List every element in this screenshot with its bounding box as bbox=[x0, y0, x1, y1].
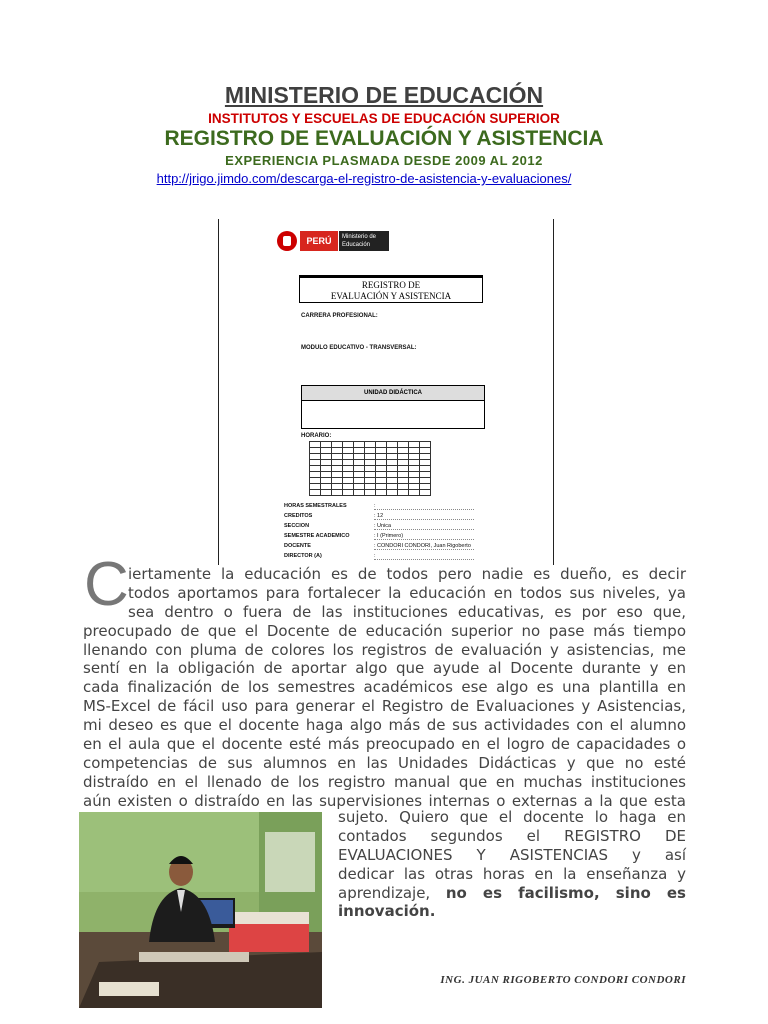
info-label: DOCENTE bbox=[284, 543, 311, 549]
info-value: : I (Primero) bbox=[374, 533, 474, 540]
paragraph-line: iertamente la educación es de todos pero nadie es dueño, es decir bbox=[128, 565, 686, 583]
info-value: : Unica bbox=[374, 523, 474, 530]
paragraph-line: sea dentro o fuera de las instituciones educativas, es por eso que, bbox=[128, 602, 686, 621]
info-value: : CONDORI CONDORI, Juan Rigoberto bbox=[374, 543, 474, 550]
paragraph-line: llenando con pluma de colores los registros de evaluación y asistencias, me bbox=[83, 640, 686, 659]
paragraph-line bbox=[338, 902, 686, 921]
paragraph-line: contados segundos el REGISTRO DE bbox=[338, 826, 686, 845]
drop-cap: C bbox=[84, 550, 129, 619]
paragraph-line: aún existen o distraído en las supervisiones internas o externas a la que esta bbox=[83, 791, 686, 810]
paragraph-line: mi deseo es que el docente haga algo más de sus actividades con el alumno bbox=[83, 716, 686, 735]
download-link[interactable]: http://jrigo.jimdo.com/descarga-el-registro-de-asistencia-y-evaluaciones/ bbox=[156, 171, 572, 186]
logo-ministry: Ministerio de Educación bbox=[339, 231, 389, 251]
horario-label: HORARIO: bbox=[301, 433, 332, 439]
author-photo bbox=[79, 812, 322, 1008]
paragraph-line: preocupado de que el Docente de educación superior no pase más tiempo bbox=[83, 621, 686, 640]
register-title-box bbox=[299, 275, 483, 303]
info-value: : 12 bbox=[374, 513, 474, 520]
paragraph-line: cada finalización de los semestres académicos ese algo es una plantilla en bbox=[83, 678, 686, 697]
unidad-label: UNIDAD DIDÁCTICA bbox=[302, 386, 484, 401]
paragraph-line: distraído en el llenado de los registro manual que en muchas instituciones bbox=[83, 772, 686, 791]
horario-table bbox=[309, 441, 431, 496]
paragraph-line: sujeto. Quiero que el docente lo haga en bbox=[338, 808, 686, 826]
emphasis-text: no es facilismo, sino es bbox=[445, 883, 686, 902]
info-value: : bbox=[374, 503, 474, 510]
logo-country: PERÚ bbox=[300, 231, 338, 251]
page-subtitle: INSTITUTOS Y ESCUELAS DE EDUCACIÓN SUPERIOR bbox=[208, 111, 560, 126]
paragraph-line bbox=[338, 884, 686, 903]
carrera-label: CARRERA PROFESIONAL: bbox=[301, 313, 378, 319]
coat-of-arms-icon bbox=[277, 231, 297, 251]
page-title: MINISTERIO DE EDUCACIÓN bbox=[224, 82, 544, 108]
paragraph-line: dedicar las otras horas en la enseñanza y bbox=[338, 864, 686, 883]
info-label: SEMESTRE ACADEMICO bbox=[284, 533, 350, 539]
info-label: HORAS SEMESTRALES bbox=[284, 503, 347, 509]
register-title-line1: REGISTRO DE bbox=[361, 280, 421, 290]
info-label: SECCION bbox=[284, 523, 310, 529]
page-tagline: EXPERIENCIA PLASMADA DESDE 2009 AL 2012 bbox=[225, 153, 543, 168]
register-preview-image bbox=[218, 219, 554, 565]
emphasis-text: innovación. bbox=[338, 902, 436, 921]
paragraph-line: todos aportamos para fortalecer la educación en todos sus niveles, ya bbox=[128, 583, 686, 602]
register-title-line2: EVALUACIÓN Y ASISTENCIA bbox=[330, 291, 452, 301]
info-value: : bbox=[374, 553, 474, 560]
info-label: CREDITOS bbox=[284, 513, 313, 519]
paragraph-text: aprendizaje, bbox=[338, 883, 431, 902]
modulo-label: MODULO EDUCATIVO - TRANSVERSAL: bbox=[301, 345, 417, 351]
page-heading: REGISTRO DE EVALUACIÓN Y ASISTENCIA bbox=[164, 127, 604, 150]
unidad-box bbox=[301, 385, 485, 429]
paragraph-line: en el aula que el docente esté más preocupado en el logro de capacidades o bbox=[83, 735, 686, 754]
side-paragraph bbox=[338, 808, 686, 921]
paragraph-line: EVALUACIONES Y ASISTENCIAS y así bbox=[338, 845, 686, 864]
body-paragraph bbox=[83, 565, 686, 811]
author-signature: ING. JUAN RIGOBERTO CONDORI CONDORI bbox=[440, 974, 686, 986]
paragraph-line: MS-Excel de fácil uso para generar el Registro de Evaluaciones y Asistencias, bbox=[83, 697, 686, 716]
info-label: DIRECTOR (A) bbox=[284, 553, 322, 559]
paragraph-line: competencias de sus alumnos en las Unidades Didácticas y que no esté bbox=[83, 753, 686, 772]
paragraph-line: sentí en la obligación de aportar algo que ayude al Docente durante y en bbox=[83, 659, 686, 678]
